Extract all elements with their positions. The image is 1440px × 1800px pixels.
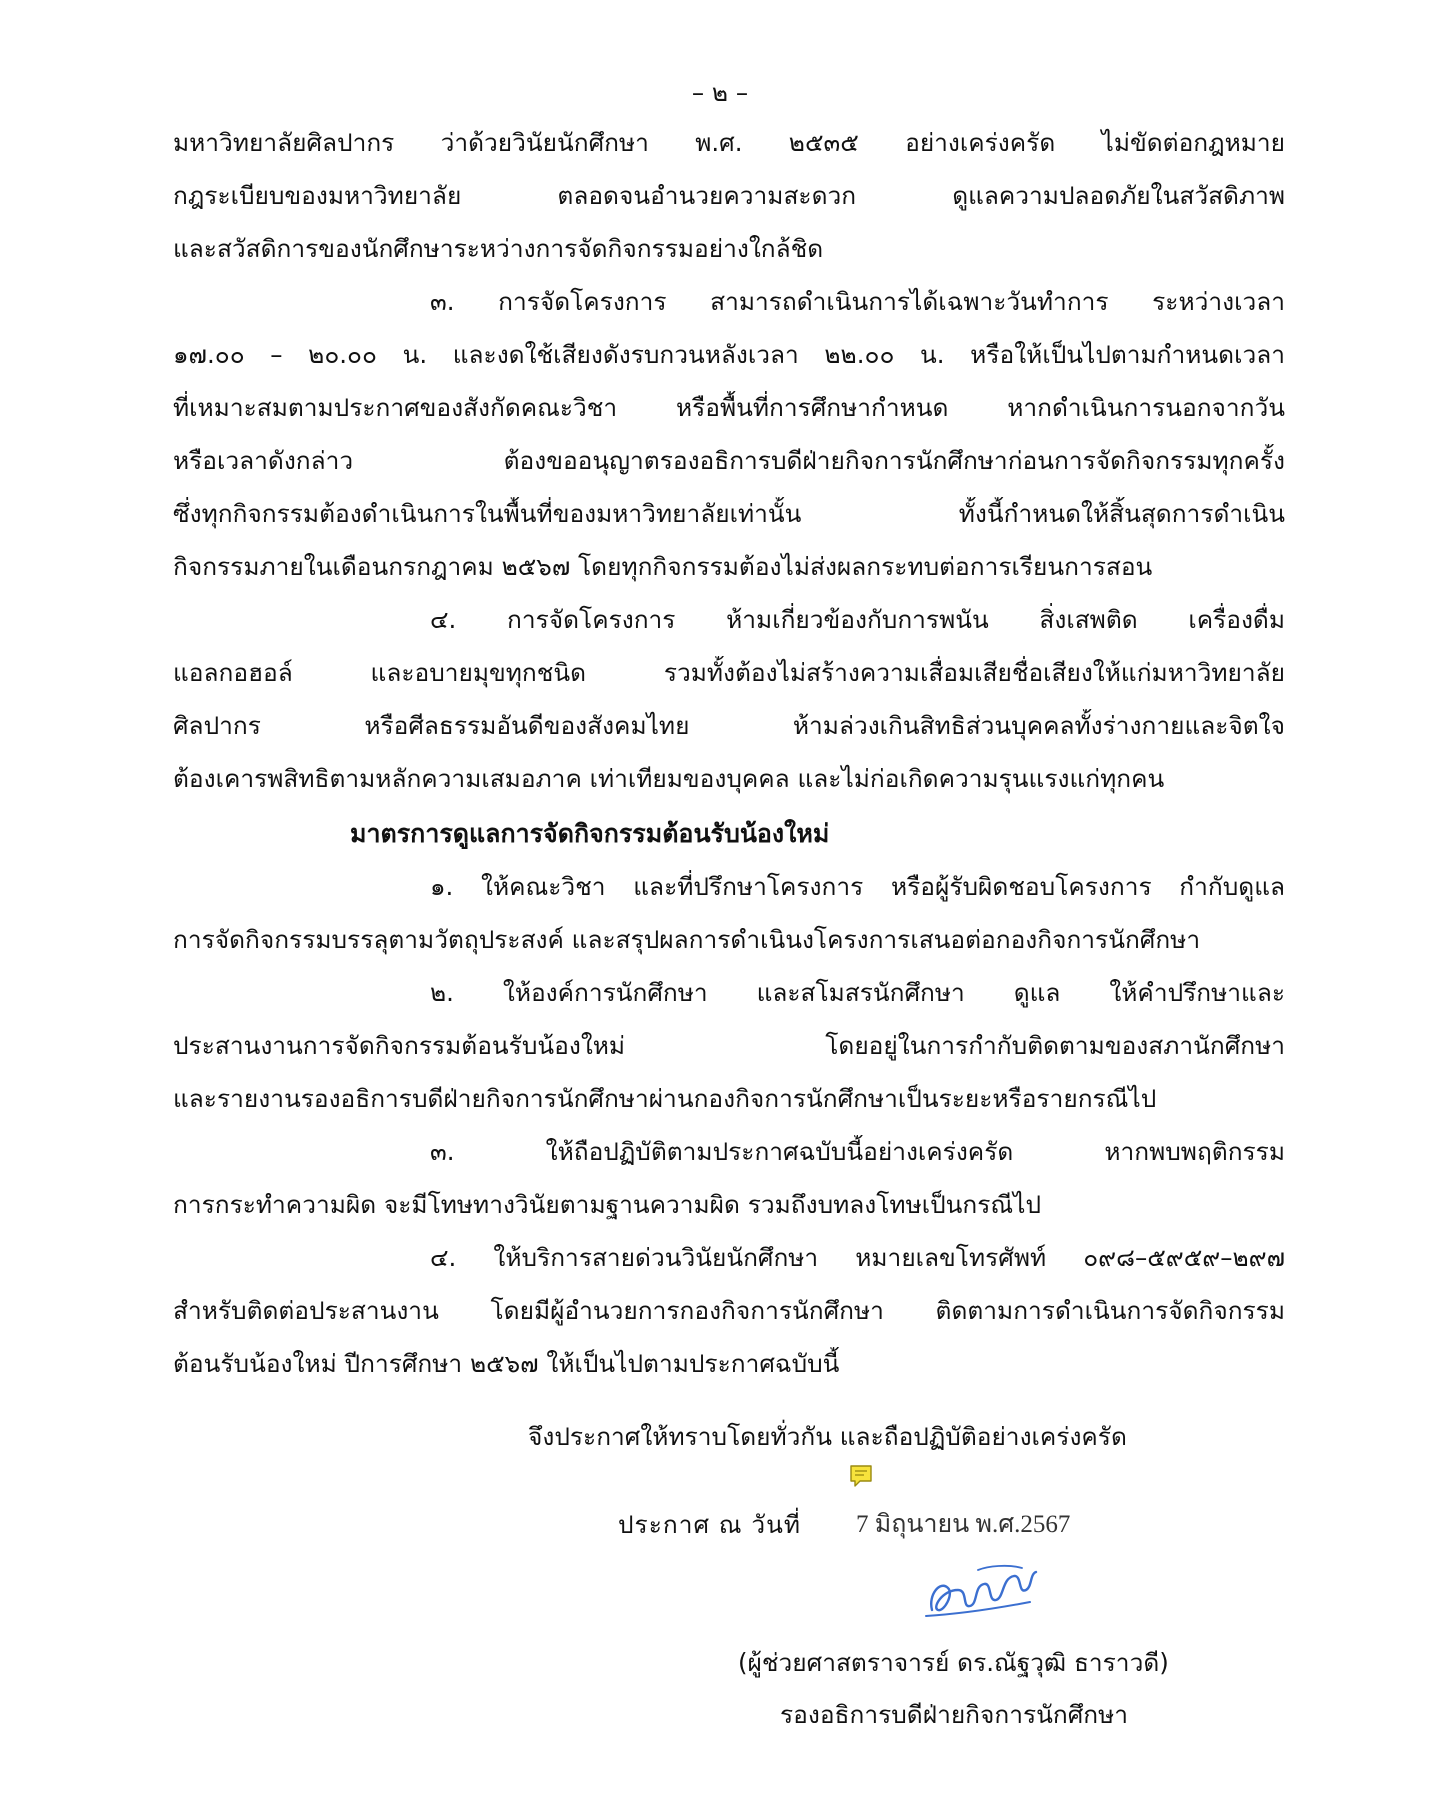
- text-line: ศิลปากร หรือศีลธรรมอันดีของสังคมไทย ห้ามล่วงเกินสิทธิส่วนบุคคลทั้งร่างกายและจิตใจ: [173, 711, 1285, 740]
- text-line: ๓. การจัดโครงการ สามารถดำเนินการได้เฉพาะวันทำการ ระหว่างเวลา: [430, 287, 1285, 316]
- text-line: และสวัสดิการของนักศึกษาระหว่างการจัดกิจกรรมอย่างใกล้ชิด: [173, 234, 824, 263]
- text-line: กิจกรรมภายในเดือนกรกฎาคม ๒๕๖๗ โดยทุกกิจกรรมต้องไม่ส่งผลกระทบต่อการเรียนการสอน: [173, 552, 1153, 581]
- text-line: ต้อนรับน้องใหม่ ปีการศึกษา ๒๕๖๗ ให้เป็นไปตามประกาศฉบับนี้: [173, 1349, 840, 1378]
- text-line: ๑๗.๐๐ – ๒๐.๐๐ น. และงดใช้เสียงดังรบกวนหลังเวลา ๒๒.๐๐ น. หรือให้เป็นไปตามกำหนดเวลา: [173, 340, 1285, 369]
- announcement-date-line: [618, 1508, 1071, 1542]
- text-line: ซึ่งทุกกิจกรรมต้องดำเนินการในพื้นที่ของมหาวิทยาลัยเท่านั้น ทั้งนี้กำหนดให้สิ้นสุดการดำเนิน: [173, 499, 1285, 528]
- text-line: ที่เหมาะสมตามประกาศของสังกัดคณะวิชา หรือพื้นที่การศึกษากำหนด หากดำเนินการนอกจากวัน: [173, 393, 1285, 422]
- announcement-label: ประกาศ ณ วันที่: [618, 1510, 801, 1539]
- announcement-date: 7 มิถุนายน พ.ศ.2567: [856, 1511, 1071, 1538]
- text-line: หรือเวลาดังกล่าว ต้องขออนุญาตรองอธิการบดีฝ่ายกิจการนักศึกษาก่อนการจัดกิจกรรมทุกครั้ง: [173, 446, 1285, 475]
- handwritten-signature: [918, 1560, 1048, 1630]
- text-line: การจัดกิจกรรมบรรลุตามวัตถุประสงค์ และสรุปผลการดำเนินงโครงการเสนอต่อกองกิจการนักศึกษา: [173, 925, 1201, 954]
- comment-note-icon[interactable]: [849, 1464, 873, 1488]
- text-line: การกระทำความผิด จะมีโทษทางวินัยตามฐานความผิด รวมถึงบทลงโทษเป็นกรณีไป: [173, 1190, 1041, 1219]
- text-line: ๓. ให้ถือปฏิบัติตามประกาศฉบับนี้อย่างเคร่งครัด หากพบพฤติกรรม: [430, 1137, 1285, 1166]
- text-line: ๒. ให้องค์การนักศึกษา และสโมสรนักศึกษา ดูแล ให้คำปรึกษาและ: [430, 978, 1285, 1007]
- signer-name: (ผู้ช่วยศาสตราจารย์ ดร.ณัฐวุฒิ ธาราวดี): [738, 1648, 1169, 1677]
- page-number: – ๒ –: [691, 78, 749, 107]
- text-line: ต้องเคารพสิทธิตามหลักความเสมอภาค เท่าเทียมของบุคคล และไม่ก่อเกิดความรุนแรงแก่ทุกคน: [173, 764, 1165, 793]
- closing-statement: จึงประกาศให้ทราบโดยทั่วกัน และถือปฏิบัติอย่างเคร่งครัด: [528, 1422, 1127, 1451]
- signer-title: รองอธิการบดีฝ่ายกิจการนักศึกษา: [780, 1700, 1129, 1729]
- text-line: และรายงานรองอธิการบดีฝ่ายกิจการนักศึกษาผ่านกองกิจการนักศึกษาเป็นระยะหรือรายกรณีไป: [173, 1084, 1157, 1113]
- text-line: ๑. ให้คณะวิชา และที่ปรึกษาโครงการ หรือผู้รับผิดชอบโครงการ กำกับดูแล: [430, 872, 1285, 901]
- text-line: ๔. ให้บริการสายด่วนวินัยนักศึกษา หมายเลขโทรศัพท์ ๐๙๘–๕๙๕๙–๒๙๗: [430, 1243, 1285, 1272]
- text-line: สำหรับติดต่อประสานงาน โดยมีผู้อำนวยการกองกิจการนักศึกษา ติดตามการดำเนินการจัดกิจกรรม: [173, 1296, 1285, 1325]
- text-line: ประสานงานการจัดกิจกรรมต้อนรับน้องใหม่ โดยอยู่ในการกำกับติดตามของสภานักศึกษา: [173, 1031, 1285, 1060]
- section-heading: มาตรการดูแลการจัดกิจกรรมต้อนรับน้องใหม่: [350, 819, 830, 848]
- text-line: กฎระเบียบของมหาวิทยาลัย ตลอดจนอำนวยความสะดวก ดูแลความปลอดภัยในสวัสดิภาพ: [173, 181, 1285, 210]
- text-line: มหาวิทยาลัยศิลปากร ว่าด้วยวินัยนักศึกษา พ.ศ. ๒๕๓๕ อย่างเคร่งครัด ไม่ขัดต่อกฎหมาย: [173, 128, 1285, 157]
- text-line: แอลกอฮอล์ และอบายมุขทุกชนิด รวมทั้งต้องไม่สร้างความเสื่อมเสียชื่อเสียงให้แก่มหาวิทยาลัย: [173, 658, 1285, 687]
- text-line: ๔. การจัดโครงการ ห้ามเกี่ยวข้องกับการพนัน สิ่งเสพติด เครื่องดื่ม: [430, 605, 1285, 634]
